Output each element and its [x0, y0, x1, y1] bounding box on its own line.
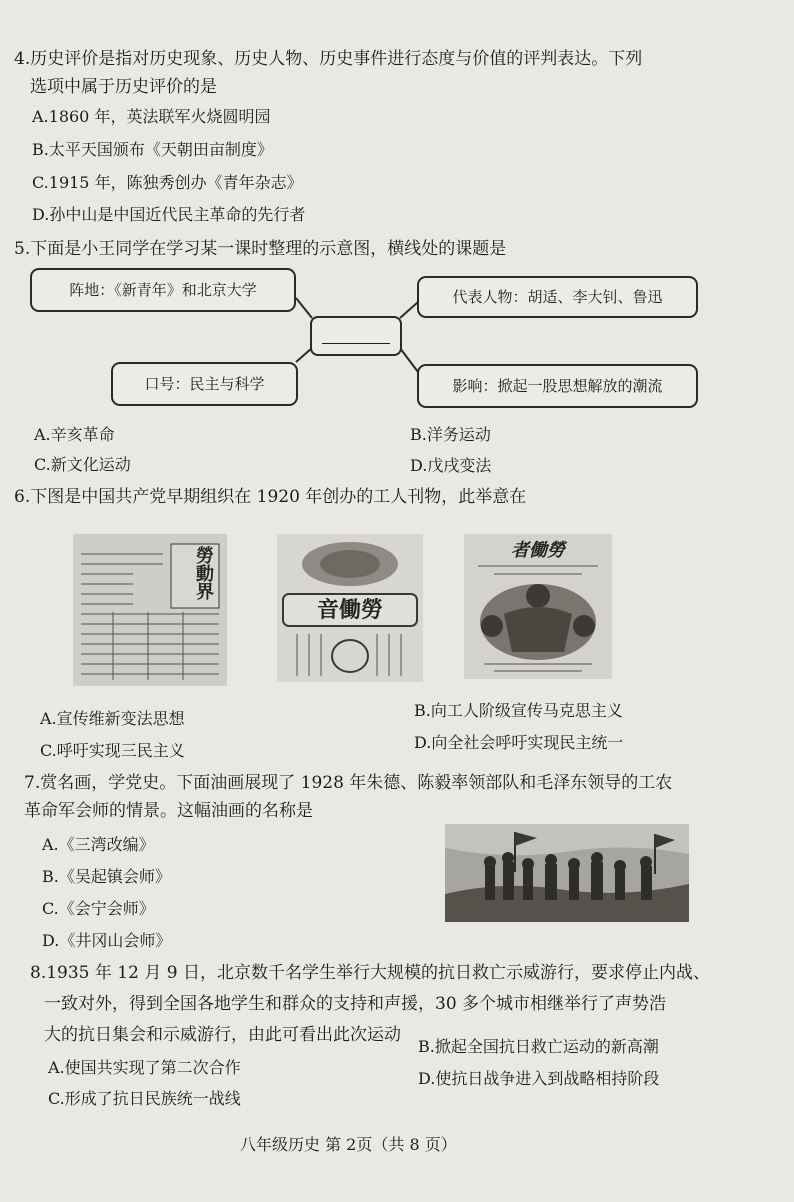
q8-stem-line1: 8.1935 年 12 月 9 日，北京数千名学生举行大规模的抗日救亡示威游行，要求停止内战、	[30, 963, 710, 983]
q6-stem: 6.下图是中国共产党早期组织在 1920 年创办的工人刊物，此举意在	[14, 487, 527, 507]
q5-option-b: B.洋务运动	[410, 425, 491, 444]
newspaper-image-laodongyin	[277, 534, 423, 682]
page-footer: 八年级历史 第 2页（共 8 页）	[240, 1135, 457, 1154]
q4-stem-line1: 4.历史评价是指对历史现象、历史人物、历史事件进行态度与价值的评判表达。下列	[14, 49, 643, 69]
diagram-box-slogan: 口号：民主与科学	[111, 362, 298, 406]
diagram-blank-line	[322, 343, 390, 344]
q5-option-c: C.新文化运动	[34, 455, 131, 474]
q8-option-a: A.使国共实现了第二次合作	[48, 1058, 241, 1077]
q4-option-b: B.太平天国颁布《天朝田亩制度》	[32, 140, 273, 159]
q8-stem-line3: 大的抗日集会和示威游行，由此可看出此次运动	[44, 1025, 401, 1045]
q4-option-d: D.孙中山是中国近代民主革命的先行者	[32, 205, 306, 224]
diagram-center-box	[310, 316, 402, 356]
q6-option-b: B.向工人阶级宣传马克思主义	[414, 701, 623, 720]
q4-stem-line2: 选项中属于历史评价的是	[30, 77, 217, 97]
q8-option-b: B.掀起全国抗日救亡运动的新高潮	[418, 1037, 659, 1056]
newspaper-title-2: 音働勞	[316, 597, 383, 623]
newspaper-title-1: 勞動界	[193, 546, 214, 600]
q4-option-a: A.1860 年，英法联军火烧圆明园	[32, 107, 271, 126]
q8-option-c: C.形成了抗日民族统一战线	[48, 1089, 241, 1108]
q5-stem: 5.下面是小王同学在学习某一课时整理的示意图，横线处的课题是	[14, 239, 507, 259]
q7-option-b: B.《吴起镇会师》	[42, 867, 171, 886]
diagram-box-figures: 代表人物：胡适、李大钊、鲁迅	[417, 276, 698, 318]
diagram-connectors	[0, 0, 794, 420]
newspaper-title-3: 者働勞	[511, 540, 565, 561]
q8-option-d: D.使抗日战争进入到战略相持阶段	[418, 1069, 660, 1088]
q5-option-d: D.戊戌变法	[410, 456, 492, 475]
diagram-box-position: 阵地：《新青年》和北京大学	[30, 268, 296, 312]
q7-option-a: A.《三湾改编》	[42, 835, 155, 854]
q6-option-a: A.宣传维新变法思想	[40, 709, 185, 728]
q6-option-c: C.呼吁实现三民主义	[40, 741, 185, 760]
q7-stem-line1: 7.赏名画，学党史。下面油画展现了 1928 年朱德、陈毅率领部队和毛泽东领导的工农	[24, 773, 673, 793]
q5-option-a: A.辛亥革命	[34, 425, 115, 444]
q6-option-d: D.向全社会呼吁实现民主统一	[414, 733, 624, 752]
q4-option-c: C.1915 年，陈独秀创办《青年杂志》	[32, 173, 303, 192]
newspaper-image-laodongjie	[73, 534, 227, 686]
diagram-box-impact: 影响：掀起一股思想解放的潮流	[417, 364, 698, 408]
painting-scene	[445, 824, 689, 922]
q8-stem-line2: 一致对外，得到全国各地学生和群众的支持和声援，30 多个城市相继举行了声势浩	[44, 994, 667, 1014]
q7-option-c: C.《会宁会师》	[42, 899, 155, 918]
q7-option-d: D.《井冈山会师》	[42, 931, 172, 950]
oil-painting-image	[445, 824, 689, 922]
newspaper-image-laodongzhe	[464, 534, 612, 679]
q7-stem-line2: 革命军会师的情景。这幅油画的名称是	[24, 801, 313, 821]
